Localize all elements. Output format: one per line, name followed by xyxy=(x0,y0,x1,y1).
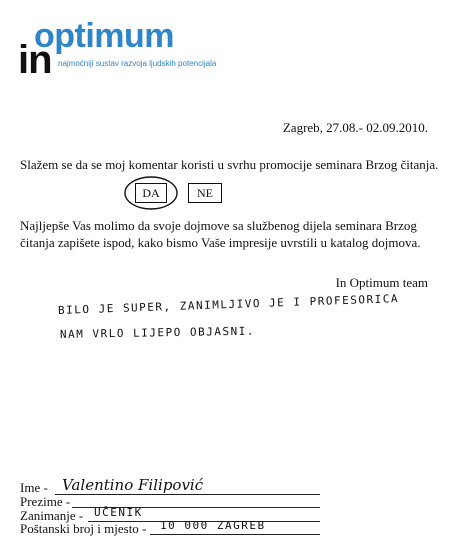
team-signature: In Optimum team xyxy=(335,275,428,290)
request-text-line-2: čitanja zapišete ispod, kako bismo Vaše impresije uvrstili u katalog dojmova. xyxy=(20,235,421,250)
occupation-value[interactable]: UČENIK xyxy=(94,506,143,519)
option-ne-box[interactable] xyxy=(188,183,222,203)
postal-line xyxy=(150,534,320,535)
name-label: Ime - xyxy=(20,480,48,495)
name-value[interactable]: Valentino Filipović xyxy=(62,476,204,494)
name-line xyxy=(55,494,320,495)
surname-label: Prezime - xyxy=(20,494,71,509)
postal-label: Poštanski broj i mjesto - xyxy=(20,521,147,536)
handwritten-comment-line-2: NAM VRLO LIJEPO OBJASNI. xyxy=(59,324,256,341)
occupation-label: Zanimanje - xyxy=(20,508,84,523)
selection-circle-icon xyxy=(122,174,180,212)
logo-tagline: najmoćniji sustav razvoja ljudskih potencijala xyxy=(58,59,217,68)
consent-text: Slažem se da se moj komentar koristi u svrhu promocije seminara Brzog čitanja. xyxy=(20,157,439,172)
logo-in: in xyxy=(18,38,52,82)
option-ne-label: NE xyxy=(197,186,213,200)
handwritten-comment-line-1: BILO JE SUPER, ZANIMLJIVO JE I PROFESORICA xyxy=(57,292,400,317)
logo-optimum: optimum xyxy=(34,17,175,55)
date-line: Zagreb, 27.08.- 02.09.2010. xyxy=(282,120,428,135)
request-text-line-1: Najljepše Vas molimo da svoje dojmove sa službenog dijela seminara Brzog xyxy=(20,218,417,233)
postal-value[interactable]: 10 000 ZAGREB xyxy=(160,519,266,532)
option-da-label: DA xyxy=(142,186,160,200)
